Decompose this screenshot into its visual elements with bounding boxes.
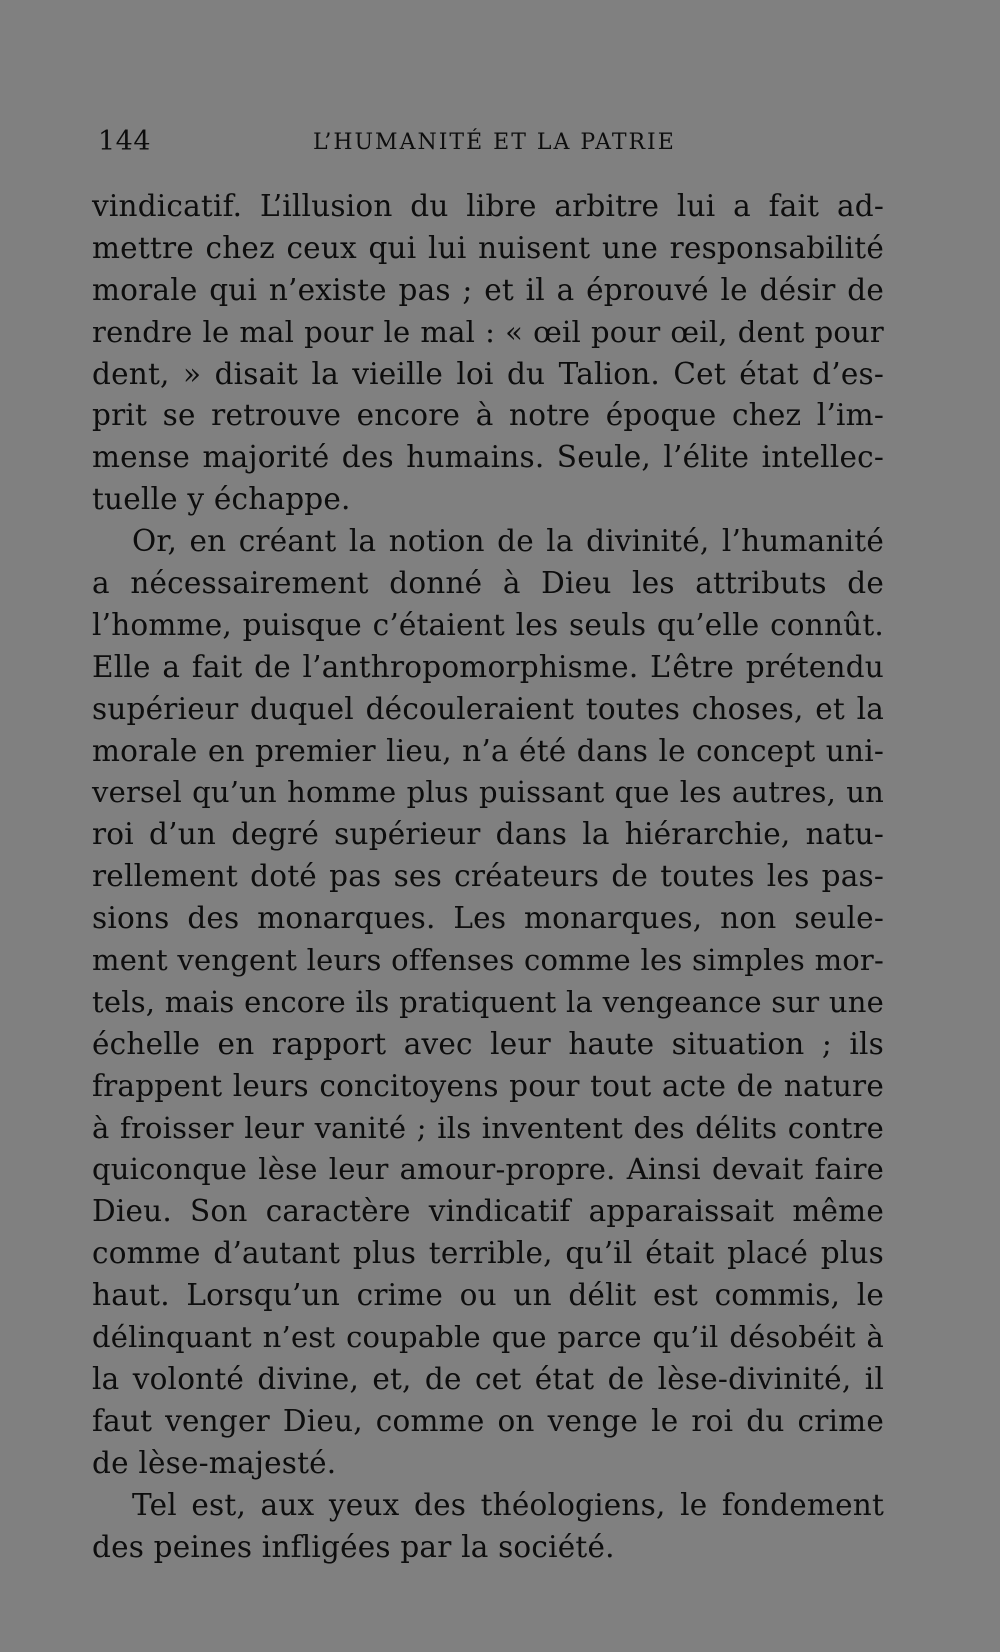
text-line: l’homme, puisque c’étaient les seuls qu’elle connût. bbox=[92, 607, 884, 642]
text-line: dent, » disait la vieille loi du Talion. Cet état d’es- bbox=[92, 356, 884, 391]
text-line: morale qui n’existe pas ; et il a éprouvé le désir de bbox=[92, 272, 884, 307]
text-line: rellement doté pas ses créateurs de toutes les pas- bbox=[92, 859, 884, 894]
text-line: supérieur duquel découleraient toutes choses, et la bbox=[92, 691, 884, 726]
body-text bbox=[92, 186, 884, 1568]
text-line: la volonté divine, et, de cet état de lèse-divinité, il bbox=[92, 1361, 884, 1396]
paragraph-3 bbox=[92, 1485, 884, 1569]
text-line: roi d’un degré supérieur dans la hiérarchie, natu- bbox=[92, 817, 884, 852]
text-line: mense majorité des humains. Seule, l’élite intellec- bbox=[92, 440, 884, 475]
text-line: Tel est, aux yeux des théologiens, le fondement bbox=[132, 1487, 884, 1522]
text-line: comme d’autant plus terrible, qu’il était placé plus bbox=[92, 1236, 884, 1271]
text-line: tels, mais encore ils pratiquent la vengeance sur une bbox=[92, 984, 884, 1019]
text-line: à froisser leur vanité ; ils inventent des délits contre bbox=[92, 1110, 884, 1145]
text-line: Or, en créant la notion de la divinité, l’humanité bbox=[132, 524, 884, 559]
running-head bbox=[98, 126, 688, 166]
paragraph-2 bbox=[92, 521, 884, 1484]
page-number: 144 bbox=[98, 126, 152, 157]
text-line: a nécessairement donné à Dieu les attributs de bbox=[92, 566, 884, 601]
running-title: L’HUMANITÉ ET LA PATRIE bbox=[313, 130, 676, 155]
text-line: prit se retrouve encore à notre époque chez l’im- bbox=[92, 398, 884, 433]
text-line: de lèse-majesté. bbox=[92, 1445, 337, 1480]
text-line: rendre le mal pour le mal : « œil pour œil, dent pour bbox=[92, 314, 884, 349]
text-line: frappent leurs concitoyens pour tout acte de nature bbox=[92, 1068, 884, 1103]
text-line: ment vengent leurs offenses comme les simples mor- bbox=[92, 943, 884, 978]
text-line: tuelle y échappe. bbox=[92, 482, 351, 517]
text-line: mettre chez ceux qui lui nuisent une responsabilité bbox=[92, 230, 884, 265]
text-line: quiconque lèse leur amour-propre. Ainsi devait faire bbox=[92, 1152, 884, 1187]
text-line: délinquant n’est coupable que parce qu’il désobéit à bbox=[92, 1320, 884, 1355]
text-line: Dieu. Son caractère vindicatif apparaissait même bbox=[92, 1194, 884, 1229]
text-line: versel qu’un homme plus puissant que les autres, un bbox=[92, 775, 884, 810]
text-line: sions des monarques. Les monarques, non seule- bbox=[92, 901, 884, 936]
text-line: des peines infligées par la société. bbox=[92, 1529, 615, 1564]
text-line: morale en premier lieu, n’a été dans le concept uni- bbox=[92, 733, 884, 768]
text-line: haut. Lorsqu’un crime ou un délit est commis, le bbox=[92, 1278, 884, 1313]
paragraph-1 bbox=[92, 186, 884, 521]
text-line: échelle en rapport avec leur haute situation ; ils bbox=[92, 1026, 884, 1061]
text-line: faut venger Dieu, comme on venge le roi du crime bbox=[92, 1403, 884, 1438]
text-line: Elle a fait de l’anthropomorphisme. L’être prétendu bbox=[92, 649, 884, 684]
text-line: vindicatif. L’illusion du libre arbitre lui a fait ad- bbox=[92, 189, 884, 223]
